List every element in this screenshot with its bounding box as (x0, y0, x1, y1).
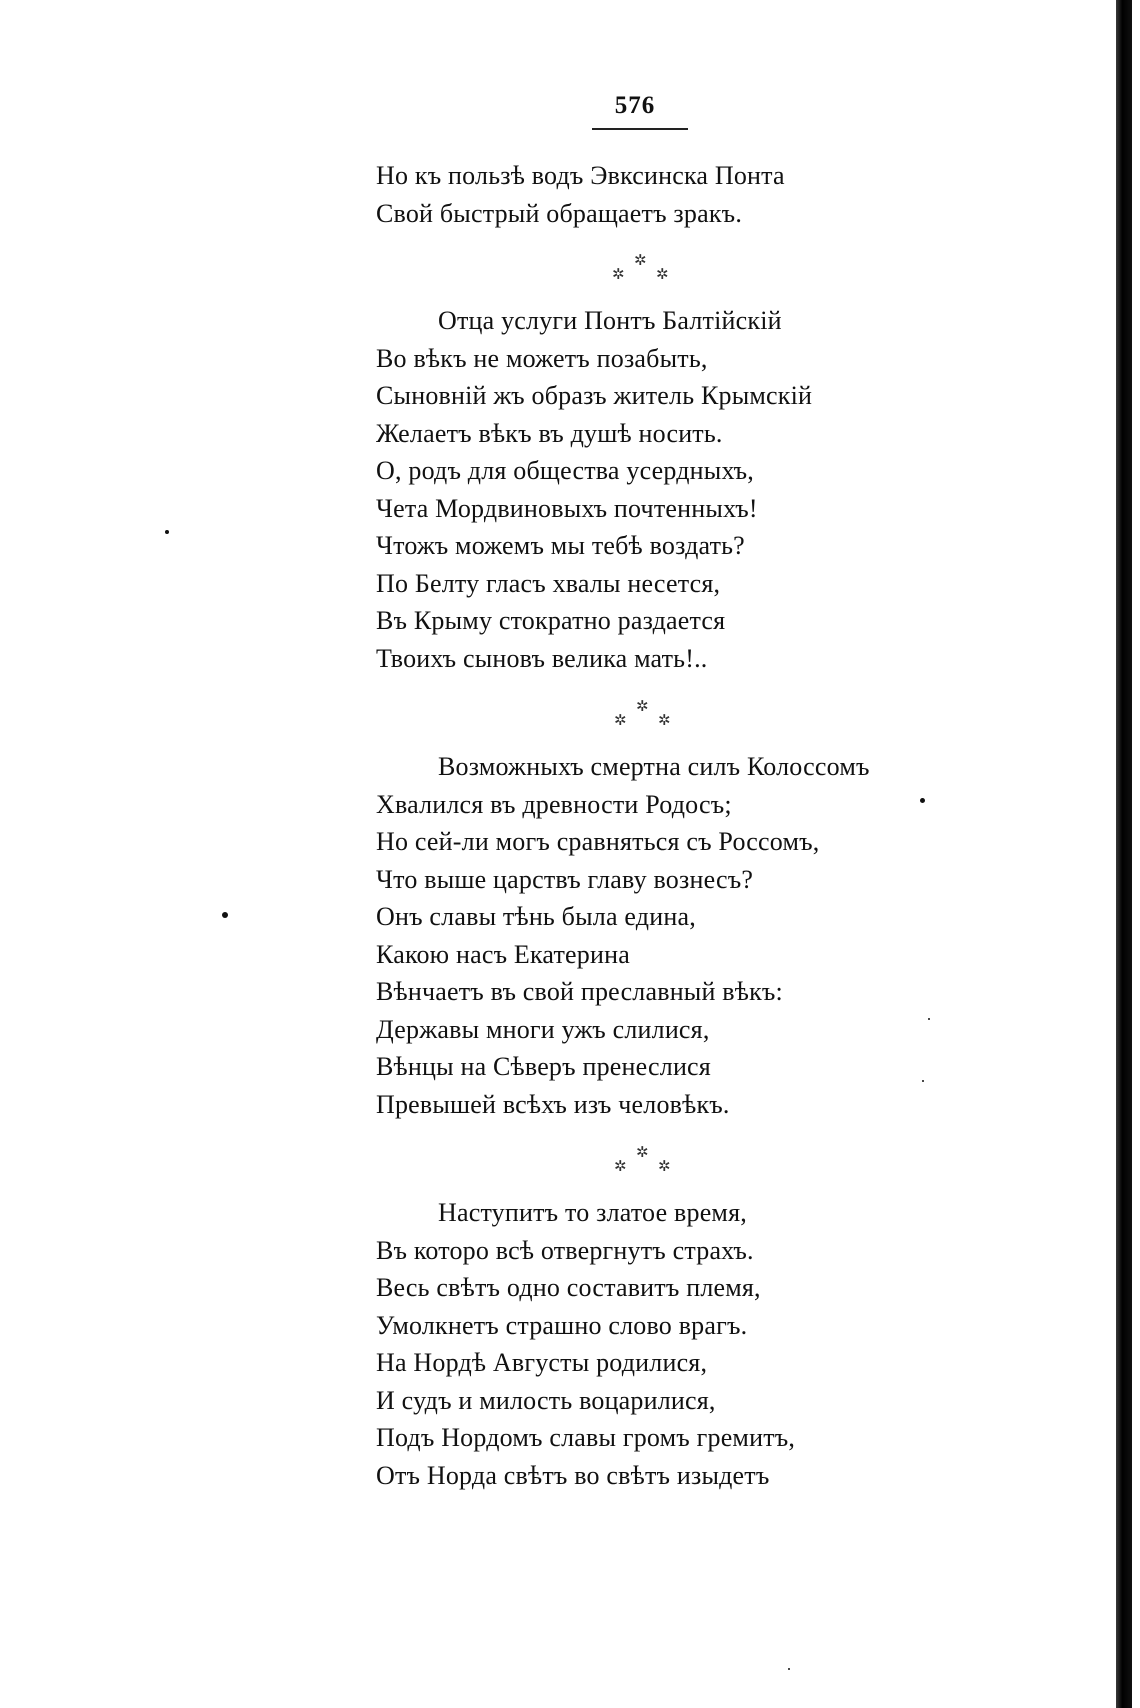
verse-line: По Белту гласъ хвалы несется, (376, 568, 721, 598)
stanza-separator-asterism: ✲ ✲ ✲ (614, 699, 671, 729)
verse-line: Въ Крыму стократно раздается (376, 606, 726, 635)
verse-line: Какою насъ Екатерина (376, 939, 630, 969)
verse-line: Онъ славы тѣнь была едина, (376, 902, 696, 931)
verse-line: Но сей-ли могъ сравняться съ Россомъ, (376, 827, 820, 856)
verse-line: Отъ Норда свѣтъ во свѣтъ изыдетъ (376, 1460, 770, 1490)
verse-line: Свой быстрый обращаетъ зракъ. (376, 198, 743, 228)
verse-line: Сыновній жъ образъ житель Крымскій (376, 381, 813, 410)
verse-line: Желаетъ вѣкъ въ душѣ носить. (376, 418, 723, 448)
verse-line: Подъ Нордомъ славы громъ гремитъ, (376, 1423, 796, 1452)
verse-line: О, родъ для общества усердныхъ, (376, 456, 754, 485)
stanza-3 (376, 748, 936, 1123)
verse-line: Чета Мордвиновыхъ почтенныхъ! (376, 493, 758, 523)
page-number: 576 (614, 92, 656, 119)
verse-line: Весь свѣтъ одно составитъ племя, (376, 1273, 761, 1302)
verse-line: Умолкнетъ страшно слово врагъ. (376, 1310, 748, 1340)
verse-line: Чтожъ можемъ мы тебѣ воздать? (376, 531, 745, 560)
verse-line: Возможныхъ смертна силъ Колоссомъ (438, 752, 870, 781)
stanza-1 (376, 157, 936, 232)
verse-line: Но къ пользѣ водъ Эвксинска Понта (376, 161, 785, 190)
page-edge-shadow (1116, 0, 1132, 1708)
scan-speck (922, 1080, 924, 1082)
scan-speck (222, 912, 228, 918)
scan-speck (788, 1668, 790, 1670)
verse-line: Въ которо всѣ отвергнутъ страхъ. (376, 1235, 754, 1265)
verse-line: На Нордѣ Августы родилися, (376, 1348, 708, 1377)
scan-speck (165, 530, 169, 534)
verse-line: И судъ и милость воцарилися, (376, 1385, 716, 1415)
stanza-2 (376, 302, 936, 677)
scan-speck (920, 798, 925, 803)
stanza-separator-asterism: ✲ ✲ ✲ (614, 1145, 671, 1175)
verse-line: Что выше царствъ главу вознесъ? (376, 864, 754, 894)
verse-line: Державы многи ужъ слилися, (376, 1014, 710, 1044)
verse-line: Вѣнчаетъ въ свой преславный вѣкъ: (376, 977, 783, 1006)
verse-line: Вѣнцы на Сѣверъ пренеслися (376, 1052, 711, 1081)
verse-line: Наступитъ то златое время, (438, 1198, 747, 1227)
scan-speck (928, 1018, 930, 1020)
stanza-separator-asterism: ✲ ✲ ✲ (612, 253, 669, 283)
stanza-4 (376, 1194, 936, 1494)
verse-line: Твоихъ сыновъ велика мать!.. (376, 643, 708, 673)
verse-line: Превышей всѣхъ изъ человѣкъ. (376, 1089, 730, 1119)
verse-line: Отца услуги Понтъ Балтійскій (438, 306, 782, 335)
verse-line: Хвалился въ древности Родосъ; (376, 789, 732, 819)
page-number-rule (592, 128, 688, 130)
verse-line: Во вѣкъ не можетъ позабыть, (376, 343, 708, 373)
